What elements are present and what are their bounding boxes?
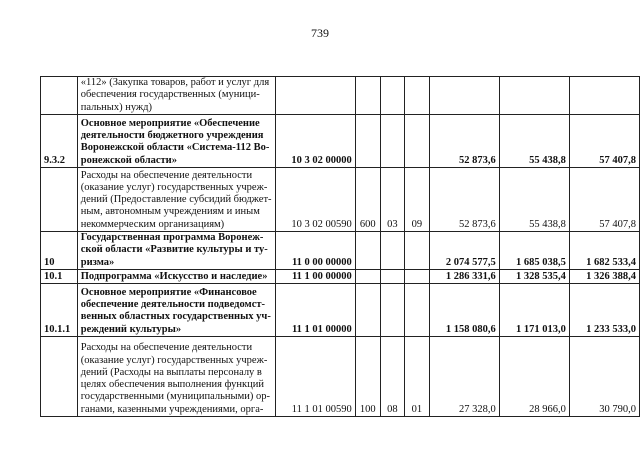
subsection-cell: 01	[405, 337, 430, 417]
table-row	[41, 232, 640, 270]
row-name-text: Расходы на обеспечение деятельности (оказание услуг) государственных учреж- дений (Предоставление субсидий бюджет- ным, автономным учреждениям и иным некоммерческим организациям)	[80, 169, 272, 230]
amount-year3-cell: 1 682 533,4	[569, 232, 639, 270]
row-code-cell: 9.3.2	[41, 115, 78, 168]
subsection-cell	[405, 77, 430, 115]
amount-year1-cell: 2 074 577,5	[429, 232, 499, 270]
target-article-cell: 11 1 01 00000	[275, 284, 355, 337]
row-name-cell	[77, 232, 275, 270]
table-row	[41, 284, 640, 337]
row-code-cell: 10	[41, 232, 78, 270]
expense-type-cell	[355, 77, 380, 115]
amount-year3-cell: 57 407,8	[569, 168, 639, 232]
amount-year2-cell: 55 438,8	[499, 168, 569, 232]
expense-type-cell: 100	[355, 337, 380, 417]
row-code-cell	[41, 168, 78, 232]
budget-table-body	[41, 77, 640, 417]
target-article-cell	[275, 77, 355, 115]
subsection-cell	[405, 270, 430, 284]
target-article-cell: 11 1 01 00590	[275, 337, 355, 417]
expense-type-cell: 600	[355, 168, 380, 232]
table-row	[41, 77, 640, 115]
row-name-text: Расходы на обеспечение деятельности (оказание услуг) государственных учреж- дений (Расходы на выплаты персоналу в целях обеспечения выполнения функций государственными (муниципальными) ор- ганами, казенными учреждениями, орга-	[80, 342, 270, 415]
target-article-cell: 11 1 00 00000	[275, 270, 355, 284]
row-code-cell	[41, 77, 78, 115]
amount-year1-cell: 27 328,0	[429, 337, 499, 417]
table-row	[41, 168, 640, 232]
amount-year2-cell: 28 966,0	[499, 337, 569, 417]
amount-year1-cell: 52 873,6	[429, 115, 499, 168]
row-code-cell: 10.1	[41, 270, 78, 284]
target-article-cell: 11 0 00 00000	[275, 232, 355, 270]
amount-year1-cell: 1 158 080,6	[429, 284, 499, 337]
table-row	[41, 337, 640, 417]
target-article-cell: 10 3 02 00590	[275, 168, 355, 232]
row-code-cell	[41, 337, 78, 417]
subsection-cell	[405, 284, 430, 337]
table-row	[41, 270, 640, 284]
section-cell	[380, 77, 405, 115]
row-name-text: «112» (Закупка товаров, работ и услуг для обеспечения государственных (муници- пальных) нужд)	[80, 77, 270, 113]
row-name-cell	[77, 337, 275, 417]
row-name-text: Подпрограмма «Искусство и наследие»	[80, 270, 268, 282]
target-article-cell: 10 3 02 00000	[275, 115, 355, 168]
section-cell	[380, 270, 405, 284]
amount-year2-cell: 1 685 038,5	[499, 232, 569, 270]
row-name-cell	[77, 115, 275, 168]
row-name-text: Основное мероприятие «Обеспечение деятельности бюджетного учреждения Воронежской области «Система-112 Во- ронежской области»	[80, 117, 270, 166]
row-name-cell	[77, 270, 275, 284]
amount-year2-cell: 1 171 013,0	[499, 284, 569, 337]
amount-year2-cell: 55 438,8	[499, 115, 569, 168]
amount-year3-cell: 1 233 533,0	[569, 284, 639, 337]
row-name-cell	[77, 168, 275, 232]
expense-type-cell	[355, 284, 380, 337]
section-cell: 03	[380, 168, 405, 232]
row-name-text: Основное мероприятие «Финансовое обеспечение деятельности подведомст- венных областных государственных уч- реждений культуры»	[80, 286, 271, 335]
expense-type-cell	[355, 115, 380, 168]
amount-year3-cell	[569, 77, 639, 115]
expense-type-cell	[355, 270, 380, 284]
section-cell	[380, 284, 405, 337]
amount-year3-cell: 1 326 388,4	[569, 270, 639, 284]
amount-year1-cell: 52 873,6	[429, 168, 499, 232]
row-name-cell	[77, 284, 275, 337]
budget-table	[40, 76, 640, 417]
amount-year1-cell: 1 286 331,6	[429, 270, 499, 284]
amount-year2-cell	[499, 77, 569, 115]
expense-type-cell	[355, 232, 380, 270]
subsection-cell	[405, 115, 430, 168]
row-name-text: Государственная программа Воронеж- ской области «Развитие культуры и ту- ризма»	[80, 232, 268, 268]
page-number: 739	[311, 26, 329, 40]
amount-year2-cell: 1 328 535,4	[499, 270, 569, 284]
subsection-cell: 09	[405, 168, 430, 232]
section-cell: 08	[380, 337, 405, 417]
amount-year3-cell: 57 407,8	[569, 115, 639, 168]
section-cell	[380, 232, 405, 270]
row-code-cell: 10.1.1	[41, 284, 78, 337]
amount-year1-cell	[429, 77, 499, 115]
table-row	[41, 115, 640, 168]
amount-year3-cell: 30 790,0	[569, 337, 639, 417]
section-cell	[380, 115, 405, 168]
subsection-cell	[405, 232, 430, 270]
row-name-cell	[77, 77, 275, 115]
